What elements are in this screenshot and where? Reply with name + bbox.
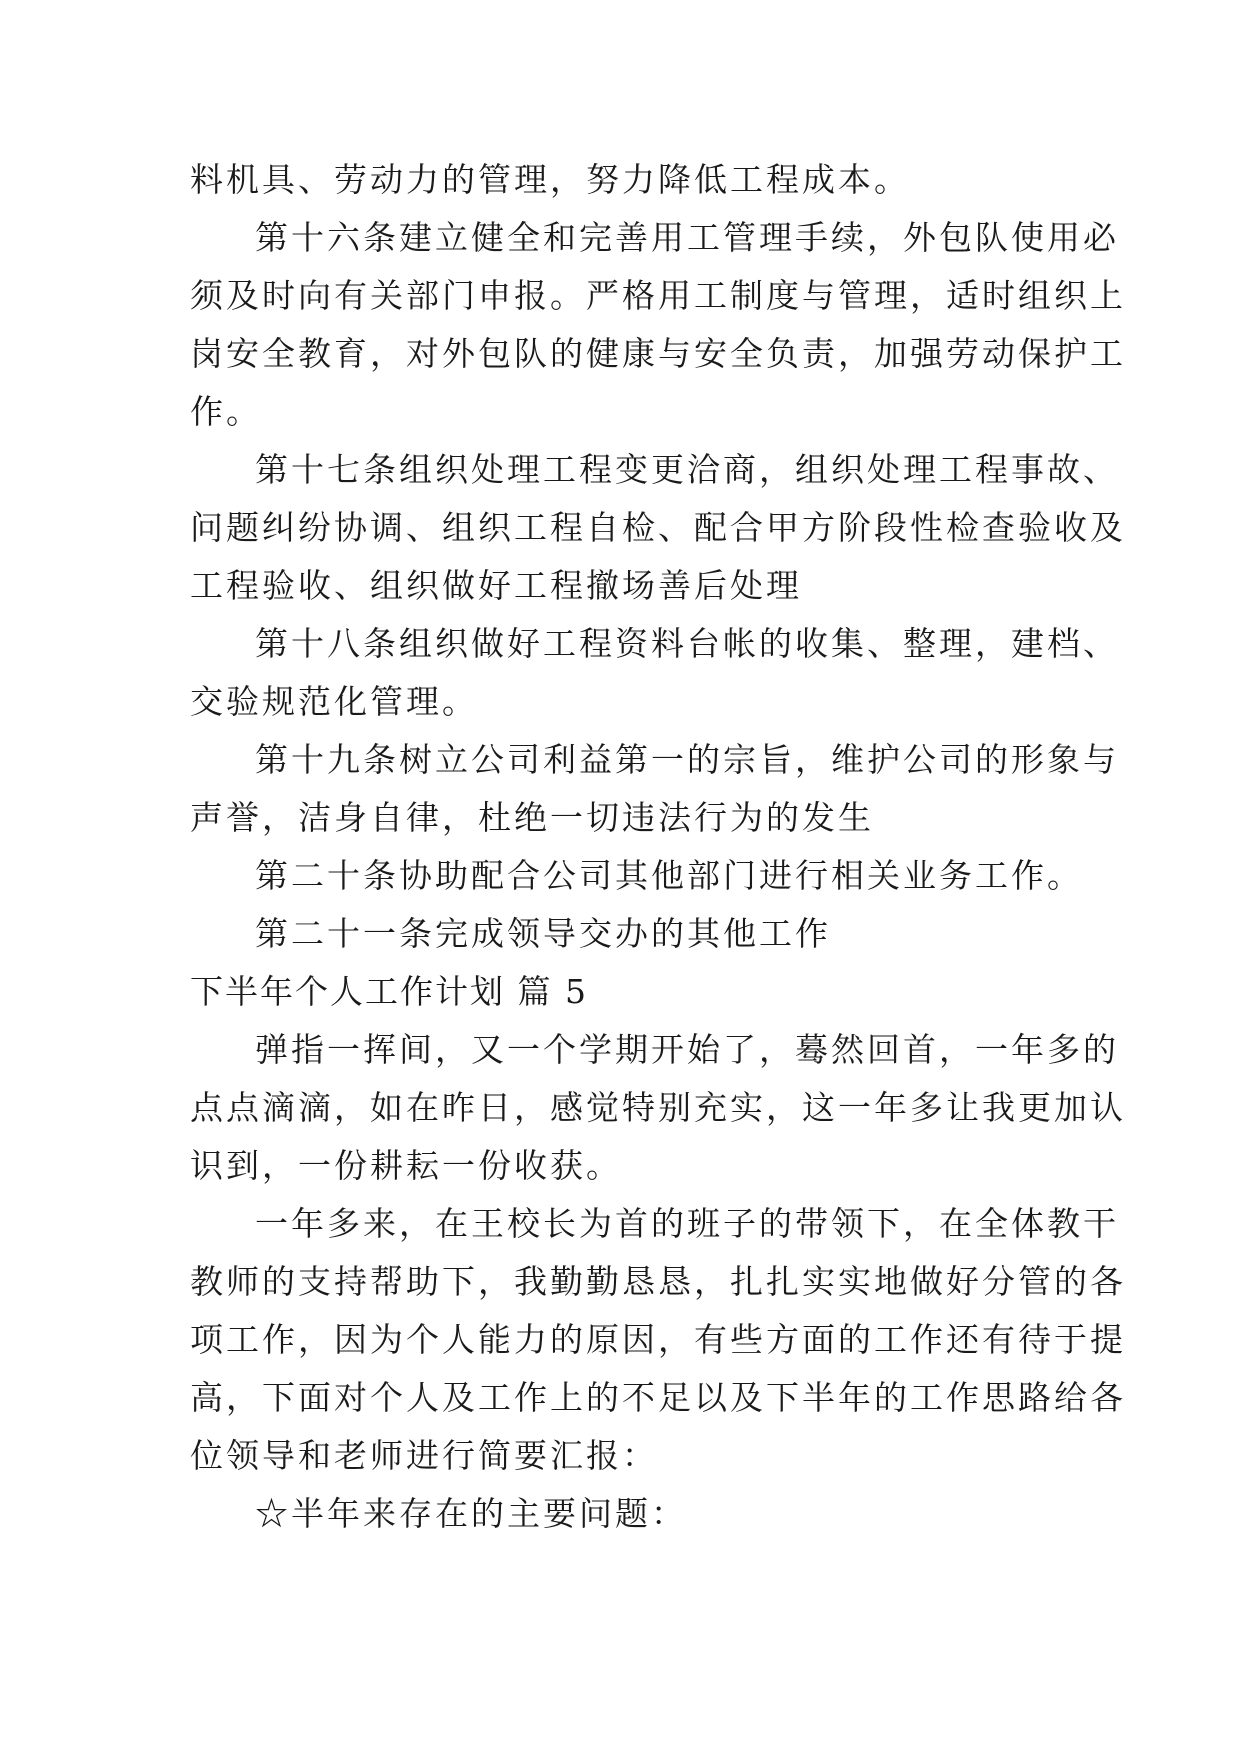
text-line: 高，下面对个人及工作上的不足以及下半年的工作思路给各: [190, 1378, 1126, 1417]
text-line: 声誉，洁身自律，杜绝一切违法行为的发生: [190, 798, 874, 837]
text-line: 第二十一条完成领导交办的其他工作: [255, 914, 831, 953]
text-line: 项工作，因为个人能力的原因，有些方面的工作还有待于提: [190, 1320, 1126, 1359]
text-line: 工程验收、组织做好工程撤场善后处理: [190, 566, 802, 605]
text-line: 弹指一挥间，又一个学期开始了，蓦然回首，一年多的: [255, 1030, 1119, 1069]
text-line: ☆半年来存在的主要问题：: [255, 1494, 687, 1533]
text-line: 教师的支持帮助下，我勤勤恳恳，扎扎实实地做好分管的各: [190, 1262, 1126, 1301]
text-line: 第十九条树立公司利益第一的宗旨，维护公司的形象与: [255, 740, 1119, 779]
text-line: 第十七条组织处理工程变更洽商，组织处理工程事故、: [255, 450, 1119, 489]
text-line: 位领导和老师进行简要汇报：: [190, 1436, 658, 1475]
text-line: 第十八条组织做好工程资料台帐的收集、整理，建档、: [255, 624, 1119, 663]
text-line: 点点滴滴，如在昨日，感觉特别充实，这一年多让我更加认: [190, 1088, 1126, 1127]
text-line: 作。: [190, 392, 262, 431]
text-line: 料机具、劳动力的管理，努力降低工程成本。: [190, 160, 910, 199]
text-line: 第二十条协助配合公司其他部门进行相关业务工作。: [255, 856, 1083, 895]
text-line: 识到，一份耕耘一份收获。: [190, 1146, 622, 1185]
text-line: 交验规范化管理。: [190, 682, 478, 721]
text-line: 第十六条建立健全和完善用工管理手续，外包队使用必: [255, 218, 1119, 257]
text-line: 问题纠纷协调、组织工程自检、配合甲方阶段性检查验收及: [190, 508, 1126, 547]
text-line: 岗安全教育，对外包队的健康与安全负责，加强劳动保护工: [190, 334, 1126, 373]
text-line: 一年多来，在王校长为首的班子的带领下，在全体教干: [255, 1204, 1119, 1243]
section-heading: 下半年个人工作计划 篇 5: [190, 972, 588, 1011]
text-line: 须及时向有关部门申报。严格用工制度与管理，适时组织上: [190, 276, 1126, 315]
